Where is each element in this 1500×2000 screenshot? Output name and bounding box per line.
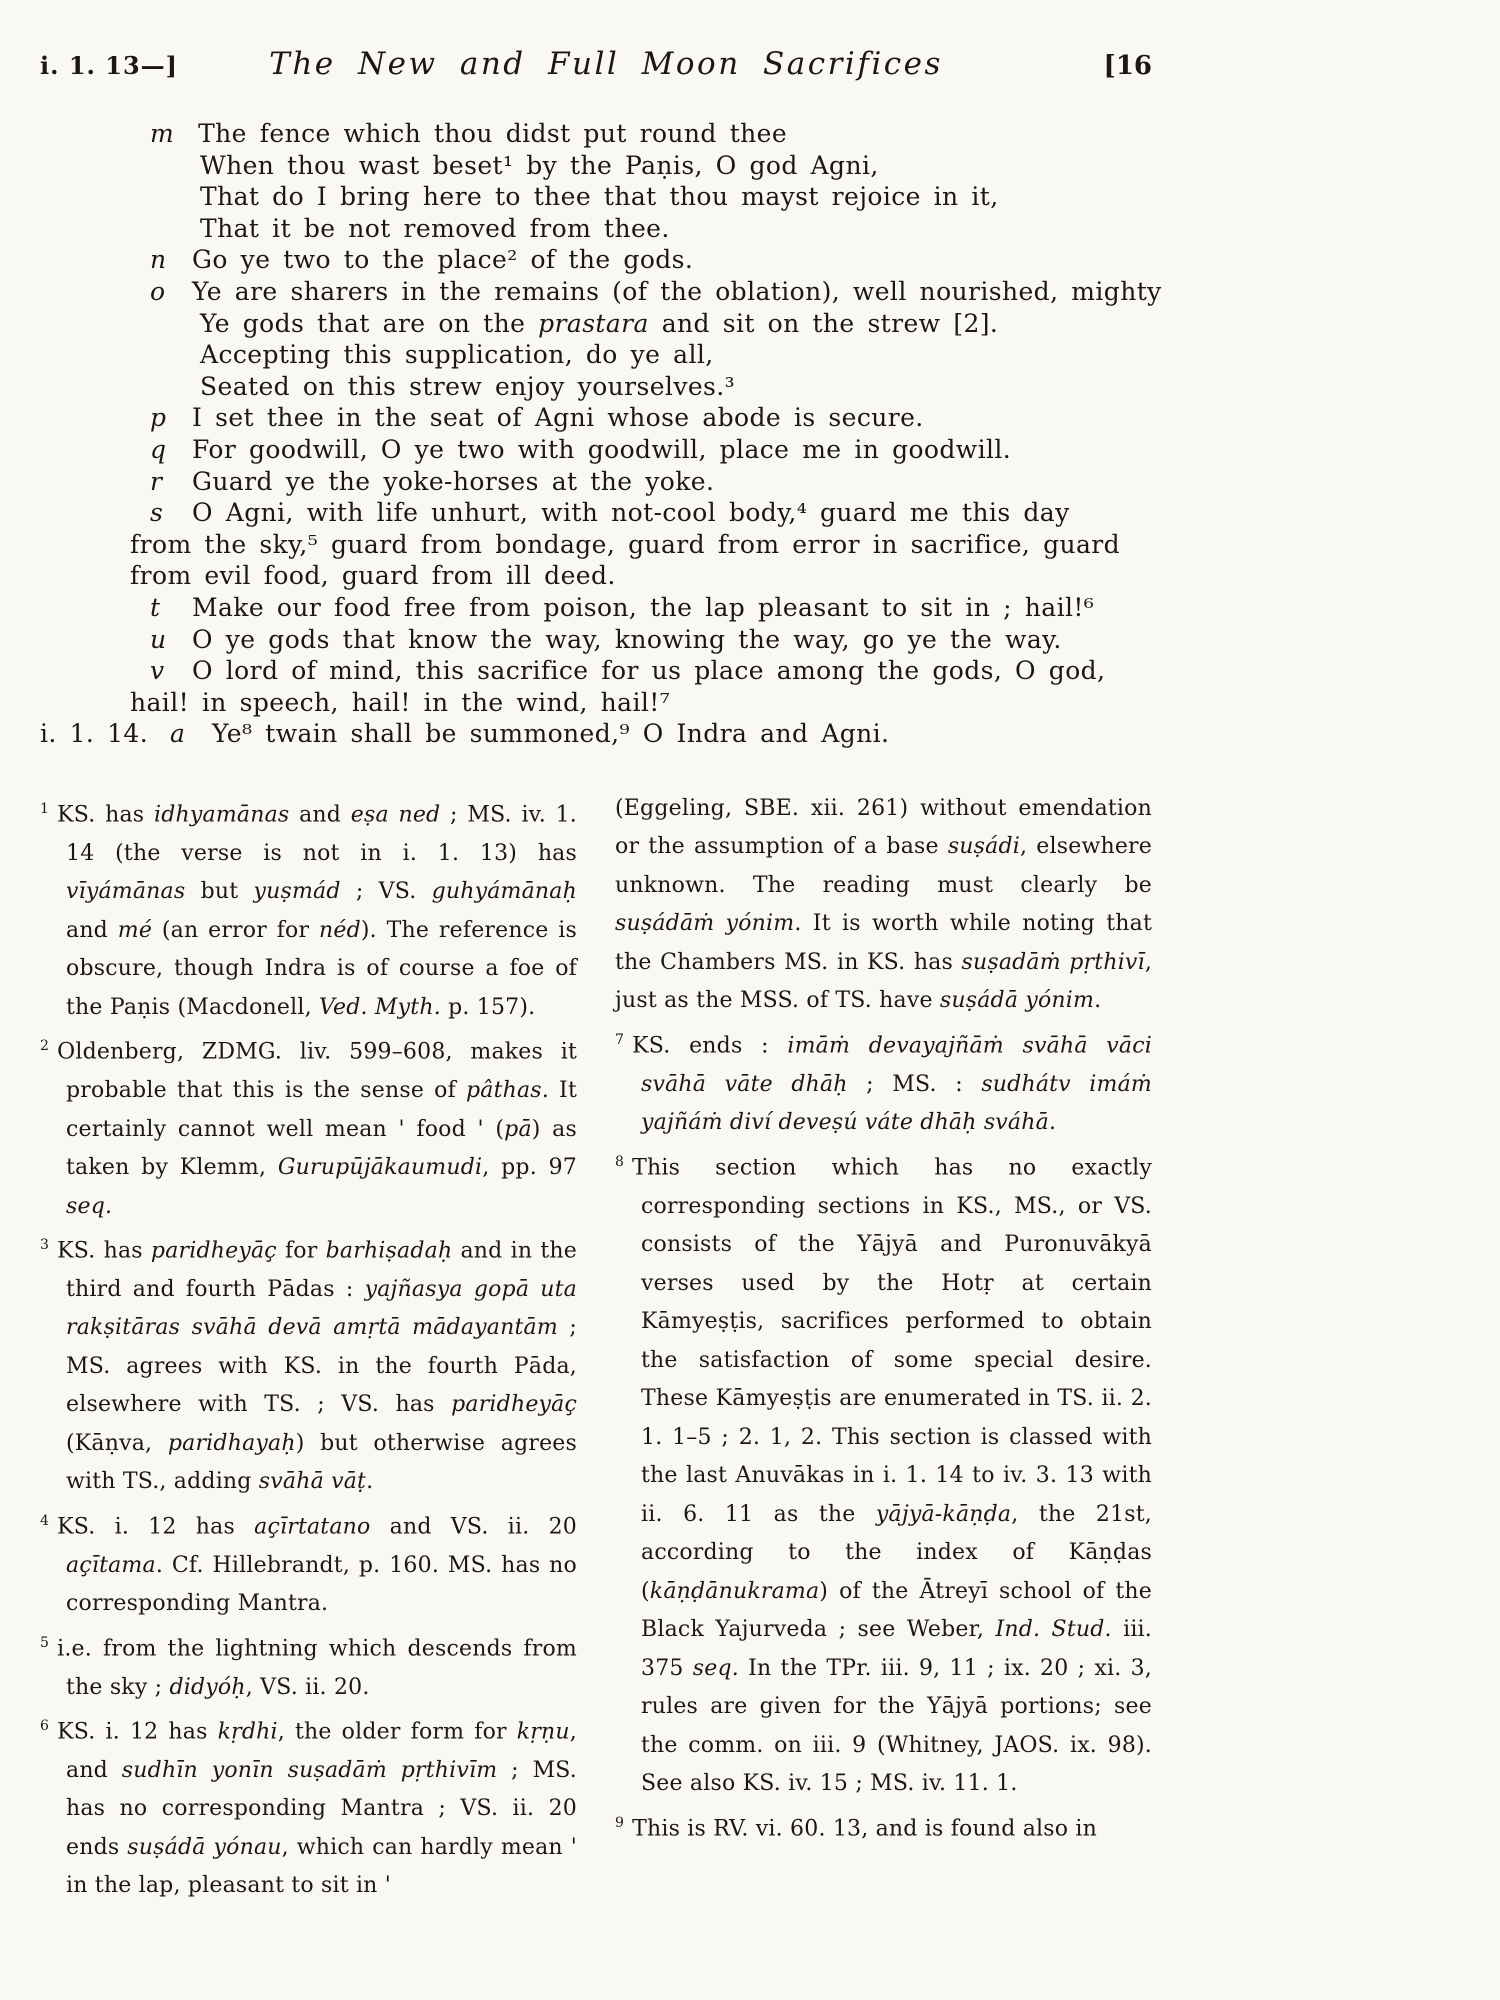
verse-line <box>130 497 1152 529</box>
verse-line <box>130 624 1152 656</box>
footnote-number: 9 <box>615 1814 625 1831</box>
verse-line <box>130 592 1152 624</box>
footnote-text: Oldenberg, ZDMG. liv. 599–608, makes it probable that this is the sense of pâthas. It certainly cannot well mean ' food ' (pā) as taken by Klemm, Gurupūjākaumudi, pp. 97 seq. <box>57 1039 577 1219</box>
verse-line <box>130 118 1152 150</box>
footnote-number: 6 <box>40 1718 50 1735</box>
verse-line <box>130 402 1152 434</box>
footnote-text: This is RV. vi. 60. 13, and is found also in <box>632 1815 1097 1841</box>
verse-line: Ye gods that are on the prastara and sit on the strew [2]. <box>200 308 999 338</box>
verse-letter: v <box>150 656 165 686</box>
verse-letter: o <box>150 276 166 306</box>
footnote-text: KS. i. 12 has açīrtatano and VS. ii. 20 açītama. Cf. Hillebrandt, p. 160. MS. has no corresponding Mantra. <box>57 1514 577 1617</box>
verse-text: Go ye two to the place² of the gods. <box>192 245 694 275</box>
verse-letter: p <box>150 403 167 433</box>
section-line <box>40 718 1152 750</box>
footnote-number: 8 <box>615 1153 625 1170</box>
footnote-text: KS. i. 12 has kṛdhi, the older form for kṛṇu, and sudhīn yonīn suṣadāṁ pṛthivīm ; MS. has no corresponding Mantra ; VS. ii. 20 ends suṣádā yónau, which can hardly mean ' in the lap, pleasant to sit in ' <box>57 1719 577 1899</box>
verse-text: O ye gods that know the way, knowing the way, go ye the way. <box>192 624 1062 654</box>
footnote <box>40 1624 577 1707</box>
running-verse-ref: i. 1. 13—] <box>40 51 178 80</box>
verse-line <box>130 655 1152 687</box>
footnote-number: 3 <box>40 1237 50 1254</box>
footnote-number: 4 <box>40 1512 50 1529</box>
verse-text: The fence which thou didst put round thee <box>198 119 788 148</box>
footnote <box>615 1143 1152 1804</box>
verse-text: O lord of mind, this sacrifice for us place among the gods, O god, <box>192 656 1106 686</box>
verse-text: For goodwill, O ye two with goodwill, place me in goodwill. <box>192 434 1012 464</box>
verse-line <box>130 466 1152 498</box>
verse-text: I set thee in the seat of Agni whose abode is secure. <box>192 403 924 433</box>
footnote-number: 7 <box>615 1031 625 1048</box>
verse-letter: u <box>150 624 167 654</box>
verse-text: Guard ye the yoke-horses at the yoke. <box>192 466 715 496</box>
verse-line <box>130 434 1152 466</box>
verse-line: Seated on this strew enjoy yourselves.³ <box>200 371 736 401</box>
verse-text: O Agni, with life unhurt, with not-cool body,⁴ guard me this day <box>192 498 1070 528</box>
verse-letter: n <box>150 245 167 275</box>
verse-letter: t <box>150 592 161 622</box>
verse-block <box>40 118 1162 750</box>
footnote <box>40 1707 577 1906</box>
footnote-text: KS. has paridheyāç for barhiṣadaḥ and in the third and fourth Pādas : yajñasya gopā uta rakṣitāras svāhā devā amṛtā mādayantām ; MS. agrees with KS. in the fourth Pāda, elsewhere with TS. ; VS. has paridheyāç (Kāṇva, paridhayaḥ) but otherwise agrees with TS., adding svāhā vāṭ. <box>57 1238 578 1495</box>
footnote <box>40 1027 577 1226</box>
footnote <box>615 1804 1152 1849</box>
page-content <box>40 46 1162 1906</box>
footnote-text: i.e. from the lightning which descends from the sky ; didyóḥ, VS. ii. 20. <box>57 1636 577 1700</box>
verse-line: That it be not removed from thee. <box>200 213 670 243</box>
footnote <box>40 1502 577 1624</box>
page-number: [16 <box>1103 51 1152 81</box>
verse-line: from the sky,⁵ guard from bondage, guard from error in sacrifice, guard <box>130 529 1121 559</box>
footnote-text: This section which has no exactly corresponding sections in KS., MS., or VS. consists of the Yājyā and Puronuvākyā verses used by the Hotṛ at certain Kāmyeṣṭis, sacrifices performed to obtain the satisfaction of some special desire. These Kāmyeṣṭis are enumerated in TS. ii. 2. 1. 1–5 ; 2. 1, 2. This section is classed with the last Anuvākas in i. 1. 14 to iv. 3. 13 with ii. 6. 11 as the yājyā-kāṇḍa, the 21st, according to the index of Kāṇḍas (kāṇḍānukrama) of the Ātreyī school of the Black Yajurveda ; see Weber, Ind. Stud. iii. 375 seq. In the TPr. iii. 9, 11 ; ix. 20 ; xi. 3, rules are given for the Yājyā portions; see the comm. on iii. 9 (Whitney, JAOS. ix. 98). See also KS. iv. 15 ; MS. iv. 11. 1. <box>632 1155 1153 1797</box>
footnote <box>40 790 577 1027</box>
footnotes-right-column <box>615 790 1152 1906</box>
page-header <box>40 46 1152 82</box>
verse-line: from evil food, guard from ill deed. <box>130 561 616 591</box>
footnote-number: 5 <box>40 1634 50 1651</box>
footnote-text: KS. ends : imāṁ devayajñāṁ svāhā vāci svāhā vāte dhāḥ ; MS. : sudhátv imáṁ yajñáṁ diví deveṣú váte dhāḥ sváhā. <box>632 1033 1152 1136</box>
verse-text: Ye⁸ twain shall be summoned,⁹ O Indra and Agni. <box>212 719 890 749</box>
verse-letter: r <box>150 466 163 496</box>
verse-line: That do I bring here to thee that thou mayst rejoice in it, <box>200 182 999 212</box>
page-title: The New and Full Moon Sacrifices <box>269 46 943 82</box>
verse-text: Ye are sharers in the remains (of the oblation), well nourished, mighty <box>192 276 1162 306</box>
footnote-text: KS. has idhyamānas and eṣa ned ; MS. iv. 1. 14 (the verse is not in i. 1. 13) has vīyámānas but yuṣmád ; VS. guhyámānaḥ and mé (an error for néd). The reference is obscure, though Indra is of course a foe of the Paṇis (Macdonell, Ved. Myth. p. 157). <box>57 802 577 1020</box>
footnotes <box>40 790 1152 1906</box>
footnote-number: 2 <box>40 1038 50 1055</box>
footnote <box>615 1021 1152 1143</box>
section-number: i. 1. 14. <box>40 719 149 749</box>
footnotes-left-column <box>40 790 577 1906</box>
verse-line <box>130 244 1152 276</box>
verse-letter: s <box>150 498 164 528</box>
verse-line <box>130 276 1162 308</box>
footnote <box>40 1226 577 1502</box>
verse-line: When thou wast beset¹ by the Paṇis, O god Agni, <box>200 150 879 180</box>
verse-line: Accepting this supplication, do ye all, <box>200 340 714 370</box>
verse-line: hail! in speech, hail! in the wind, hail!⁷ <box>130 687 671 717</box>
footnote-continuation: (Eggeling, SBE. xii. 261) without emendation or the assumption of a base suṣádi, elsewhere unknown. The reading must clearly be suṣádāṁ yónim. It is worth while noting that the Chambers MS. in KS. has suṣadāṁ pṛthivī, just as the MSS. of TS. have suṣádā yónim. <box>615 795 1153 1014</box>
verse-letter: a <box>170 719 186 749</box>
verse-text: Make our food free from poison, the lap pleasant to sit in ; hail!⁶ <box>192 592 1095 622</box>
footnote-number: 1 <box>40 800 50 817</box>
verse-letter: m <box>150 119 175 148</box>
verse-letter: q <box>150 434 167 464</box>
